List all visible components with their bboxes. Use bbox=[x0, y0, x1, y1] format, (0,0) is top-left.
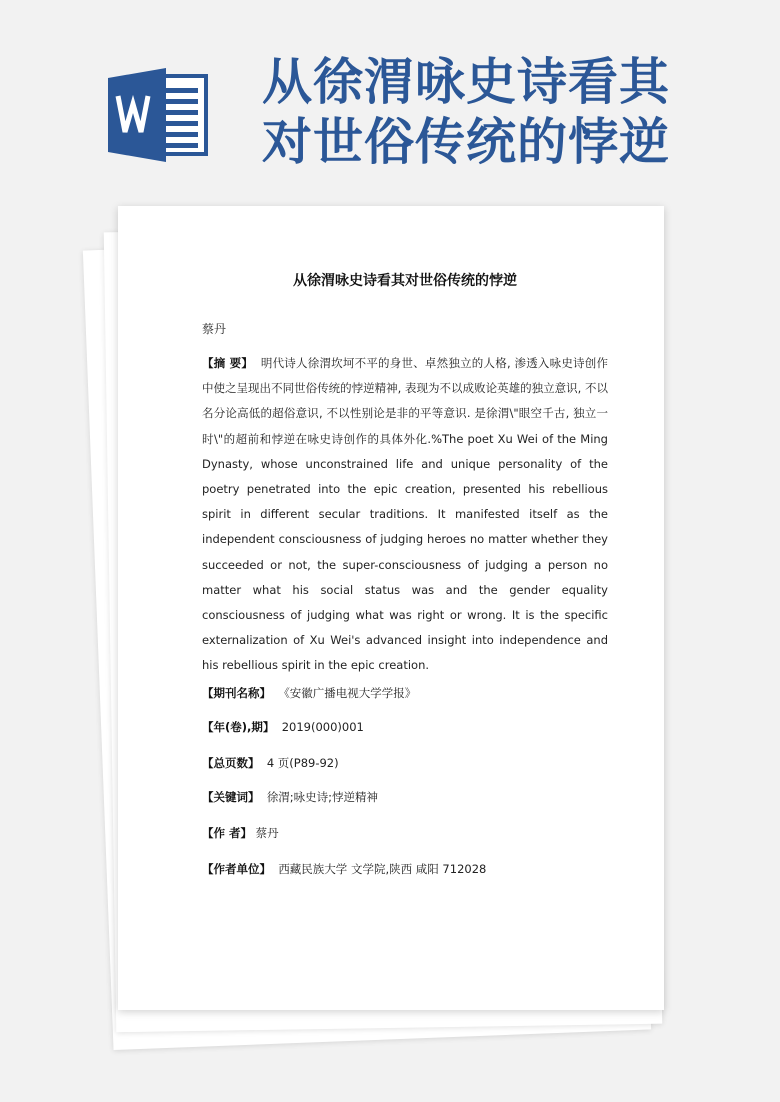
meta-value: 《安徽广播电视大学学报》 bbox=[278, 685, 417, 700]
meta-value: 2019(000)001 bbox=[281, 719, 364, 734]
meta-value: 蔡丹 bbox=[255, 825, 279, 840]
meta-value: 徐渭;咏史诗;悖逆精神 bbox=[266, 789, 379, 804]
meta-label: 【作 者】 bbox=[202, 825, 253, 840]
abstract-label: 【摘 要】 bbox=[202, 356, 254, 370]
meta-label: 【年(卷),期】 bbox=[202, 719, 275, 734]
banner-title-line-2: 对世俗传统的悖逆 bbox=[262, 112, 670, 171]
meta-label: 【总页数】 bbox=[202, 755, 260, 770]
abstract-text: 明代诗人徐渭坎坷不平的身世、卓然独立的人格, 渗透入咏史诗创作中使之呈现出不同世俗传统的悖逆精神, 表现为不以成败论英雄的独立意识, 不以名分论高低的超俗意识, 不以性别论是非的平等意识. 是徐渭\"眼空千古, 独立一时\"的超前和悖逆在咏史诗创作的具体外化.%The poet Xu Wei of the Ming Dynasty, whose unconstrained life and unique personality of the poetry penetrated into the epic creation, presented his rebellious spirit in different secular traditions. It manifested itself as the independent consciousness of judging heroes no matter whether they succeeded or not, the super-consciousness of judging a person no matter what his social status was and the gender equality consciousness of judging what was right or wrong. It is the specific externalization of Xu Wei's advanced insight into independence and his rebellious spirit in the epic creation. bbox=[202, 356, 608, 673]
meta-row-volume bbox=[202, 719, 608, 735]
meta-row-journal bbox=[202, 685, 608, 701]
meta-value: 西藏民族大学 文学院,陕西 咸阳 712028 bbox=[278, 861, 487, 876]
meta-row-keywords bbox=[202, 789, 608, 805]
meta-value: 4 页(P89-92) bbox=[266, 755, 339, 770]
meta-label: 【期刊名称】 bbox=[202, 685, 271, 700]
meta-label: 【关键词】 bbox=[202, 789, 260, 804]
meta-label: 【作者单位】 bbox=[202, 861, 271, 876]
banner-title-line-1: 从徐渭咏史诗看其 bbox=[262, 52, 670, 111]
banner-title bbox=[262, 52, 762, 172]
meta-row-pages bbox=[202, 755, 608, 771]
meta-row-affiliation bbox=[202, 861, 608, 877]
abstract-paragraph bbox=[202, 351, 608, 679]
word-logo-icon bbox=[108, 68, 208, 162]
document-body bbox=[202, 270, 608, 877]
document-author: 蔡丹 bbox=[202, 322, 227, 336]
document-title: 从徐渭咏史诗看其对世俗传统的悖逆 bbox=[293, 273, 517, 289]
meta-row-author bbox=[202, 825, 608, 841]
metadata-list bbox=[202, 685, 608, 877]
